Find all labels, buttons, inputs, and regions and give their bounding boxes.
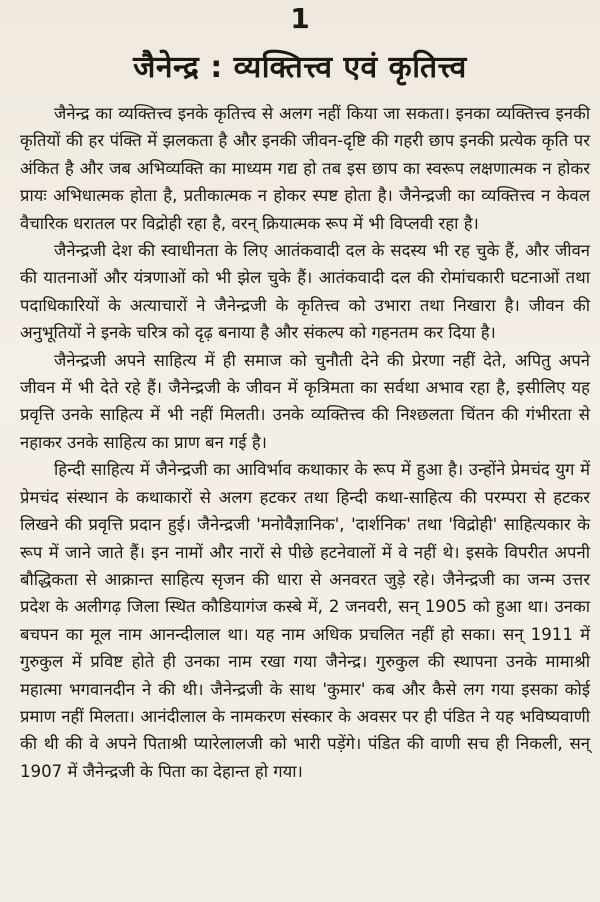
paragraph: जैनेन्द्रजी अपने साहित्य में ही समाज को चुनौती देने की प्रेरणा नहीं देते, अपितु अपने जीवन में भी देते रहे हैं। जैनेन्द्रजी के जीवन में कृत्रिमता का सर्वथा अभाव रहा है, इसीलिए यह प्रवृत्ति उनके साहित्य में भी नहीं मिलती। उनके व्यक्तित्त्व की निश्छलता चिंतन की गंभीरता से नहाकर उनके साहित्य का प्राण बन गई है। [20,350,590,452]
paragraph: जैनेन्द्र का व्यक्तित्त्व इनके कृतित्त्व से अलग नहीं किया जा सकता। इनका व्यक्तित्त्व इनकी कृतियों की हर पंक्ति में झलकता है और इनकी जीवन-दृष्टि की गहरी छाप इनकी प्रत्येक कृति पर अंकित है और जब अभिव्यक्ति का माध्यम गद्य हो तब इस छाप का स्वरूप लक्षणात्मक न होकर प्रायः अभिधात्मक होता है, प्रतीकात्मक न होकर स्पष्ट होता है। जैनेन्द्रजी का व्यक्तित्त्व न केवल वैचारिक धरातल पर विद्रोही रहा है, वरन् क्रियात्मक रूप में भी विप्लवी रहा है। [20,104,591,233]
chapter-number: 1 [290,2,310,35]
body-text [0,100,600,785]
paragraph: जैनेन्द्रजी देश की स्वाधीनता के लिए आतंकवादी दल के सदस्य भी रह चुके हैं, और जीवन की यातनाओं और यंत्रणाओं को भी झेल चुके हैं। आतंकवादी दल की रोमांचकारी घटनाओं तथा पदाधिकारियों के अत्याचारों ने जैनेन्द्रजी के कृतित्त्व को उभारा तथा निखारा है। जीवन की अनुभूतियों ने इनके चरित्र को दृढ़ बनाया है और संकल्प को गहनतम कर दिया है। [20,241,590,343]
paragraph: हिन्दी साहित्य में जैनेन्द्रजी का आविर्भाव कथाकार के रूप में हुआ है। उन्होंने प्रेमचंद युग में प्रेमचंद संस्थान के कथाकारों से अलग हटकर तथा हिन्दी कथा-साहित्य की परम्परा से हटकर लिखने की प्रवृत्ति प्रदान हुई। जैनेन्द्रजी 'मनोवैज्ञानिक', 'दार्शनिक' तथा 'विद्रोही' साहित्यकार के रूप में जाने जाते हैं। इन नामों और नारों से पीछे हटनेवालों में वे नहीं थे। इसके विपरीत अपनी बौद्धिकता से आक्रान्त साहित्य सृजन की धारा से अनवरत जुड़े रहे। जैनेन्द्रजी का जन्म उत्तर प्रदेश के अलीगढ़ जिला स्थित कौडियागंज कस्बे में, 2 जनवरी, सन् 1905 को हुआ था। उनका बचपन का मूल नाम आनन्दीलाल था। यह नाम अधिक प्रचलित नहीं हो सका। सन् 1911 में गुरुकुल में प्रविष्ट होते ही उनका नाम रखा गया जैनेन्द्र। गुरुकुल की स्थापना उनके मामाश्री महात्मा भगवानदीन ने की थी। जैनेन्द्रजी के साथ 'कुमार' कब और कैसे लग गया इसका कोई प्रमाण नहीं मिलता। आनंदीलाल के नामकरण संस्कार के अवसर पर ही पंडित ने यह भविष्यवाणी की थी की वे अपने पिताश्री प्यारेलालजी को भारी पड़ेंगे। पंडित की वाणी सच ही निकली, सन् 1907 में जैनेन्द्रजी के पिता का देहान्त हो गया। [20,460,590,781]
chapter-title: जैनेन्द्र : व्यक्तित्त्व एवं कृतित्त्व [133,50,467,85]
